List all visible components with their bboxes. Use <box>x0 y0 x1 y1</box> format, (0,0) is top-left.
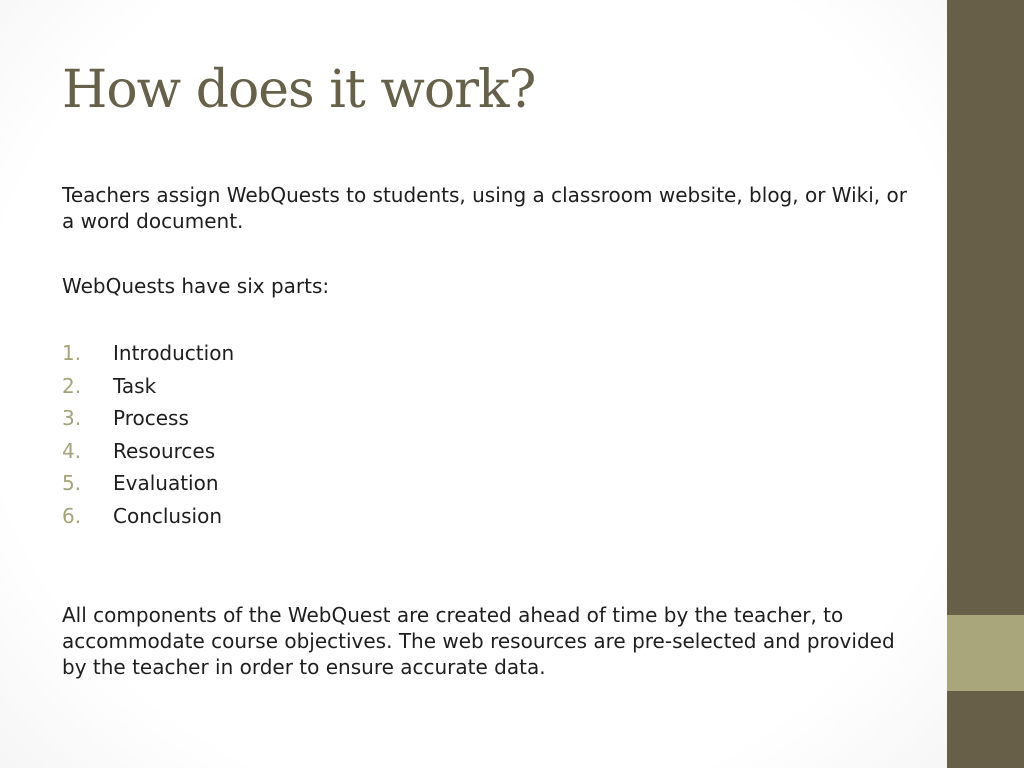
list-item <box>62 337 922 370</box>
list-label: Process <box>113 406 189 430</box>
parts-heading: WebQuests have six parts: <box>62 274 330 298</box>
list-item <box>62 467 922 500</box>
list-item <box>62 370 922 403</box>
list-label: Conclusion <box>113 503 222 528</box>
list-number: 6. <box>62 503 82 528</box>
parts-list <box>62 337 922 532</box>
list-label: Introduction <box>113 341 235 365</box>
list-number: 1. <box>62 341 82 365</box>
list-item <box>62 500 922 533</box>
list-item <box>62 402 922 435</box>
intro-paragraph: Teachers assign WebQuests to students, using a classroom website, blog, or Wiki, or a word document. <box>62 183 907 233</box>
list-number: 4. <box>62 438 82 463</box>
slide-body <box>62 182 922 680</box>
list-number: 2. <box>62 373 82 398</box>
list-number: 5. <box>62 471 82 495</box>
side-decoration-accent <box>947 615 1024 691</box>
list-label: Resources <box>113 438 216 463</box>
list-number: 3. <box>62 406 82 430</box>
list-label: Task <box>113 373 157 398</box>
list-label: Evaluation <box>113 471 219 495</box>
list-item <box>62 435 922 468</box>
closing-paragraph: All components of the WebQuest are created ahead of time by the teacher, to accommodate course objectives. The web resources are pre-selected and provided by the teacher in order to ensure accurate data. <box>62 603 895 679</box>
slide-title: How does it work? <box>62 60 536 120</box>
